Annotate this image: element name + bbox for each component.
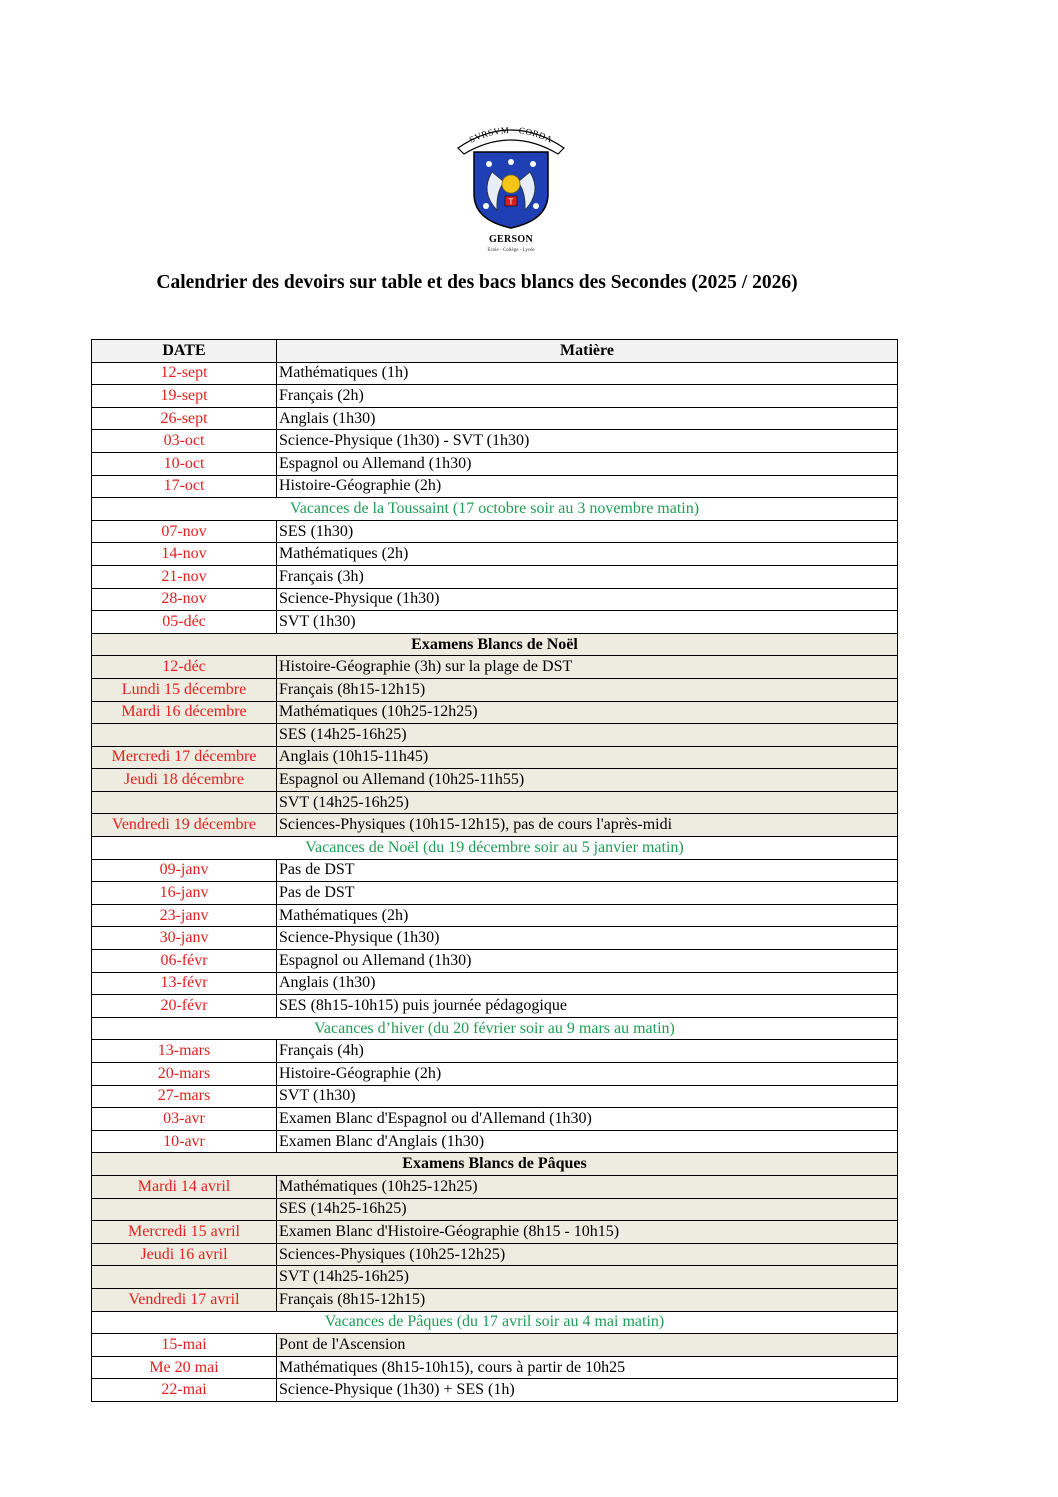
table-row — [92, 972, 898, 995]
date-cell: Jeudi 18 décembre — [92, 769, 277, 792]
table-row — [92, 1379, 898, 1402]
date-cell: Me 20 mai — [92, 1356, 277, 1379]
table-row — [92, 769, 898, 792]
date-cell: 03-oct — [92, 430, 277, 453]
table-row — [92, 1085, 898, 1108]
table-row — [92, 814, 898, 837]
subject-cell: Pont de l'Ascension — [277, 1334, 898, 1357]
table-row — [92, 1153, 898, 1176]
subject-cell: Science-Physique (1h30) - SVT (1h30) — [277, 430, 898, 453]
logo-levels: Ecole - Collège - Lycée — [487, 248, 535, 253]
subject-cell: SVT (14h25-16h25) — [277, 791, 898, 814]
table-row — [92, 701, 898, 724]
subject-cell: Histoire-Géographie (3h) sur la plage de DST — [277, 656, 898, 679]
table-row — [92, 1130, 898, 1153]
date-cell: 05-déc — [92, 611, 277, 634]
date-cell: Vendredi 17 avril — [92, 1288, 277, 1311]
table-row — [92, 927, 898, 950]
table-row — [92, 859, 898, 882]
table-row — [92, 498, 898, 521]
subject-cell: SVT (1h30) — [277, 611, 898, 634]
svg-text:T: T — [508, 197, 514, 207]
column-header-date: DATE — [92, 340, 277, 363]
calendar-table — [91, 339, 898, 1402]
subject-cell: Sciences-Physiques (10h25-12h25) — [277, 1243, 898, 1266]
date-cell: 28-nov — [92, 588, 277, 611]
date-cell: Jeudi 16 avril — [92, 1243, 277, 1266]
calendar-body — [92, 362, 898, 1401]
table-row — [92, 1356, 898, 1379]
date-cell: 17-oct — [92, 475, 277, 498]
date-cell — [92, 724, 277, 747]
table-row — [92, 724, 898, 747]
exam-section-heading: Examens Blancs de Noël — [92, 633, 898, 656]
table-row — [92, 385, 898, 408]
date-cell: 21-nov — [92, 565, 277, 588]
page-title: Calendrier des devoirs sur table et des bacs blancs des Secondes (2025 / 2026) — [156, 272, 798, 293]
subject-cell: Science-Physique (1h30) — [277, 588, 898, 611]
table-row — [92, 543, 898, 566]
subject-cell: SES (14h25-16h25) — [277, 724, 898, 747]
shield-icon — [452, 122, 570, 232]
date-cell: Mercredi 17 décembre — [92, 746, 277, 769]
subject-cell: SES (14h25-16h25) — [277, 1198, 898, 1221]
date-cell: 22-mai — [92, 1379, 277, 1402]
exam-section-heading: Examens Blancs de Pâques — [92, 1153, 898, 1176]
school-logo — [452, 122, 570, 260]
table-row — [92, 430, 898, 453]
table-row — [92, 1243, 898, 1266]
date-cell: 09-janv — [92, 859, 277, 882]
subject-cell: Mathématiques (8h15-10h15), cours à partir de 10h25 — [277, 1356, 898, 1379]
subject-cell: Mathématiques (1h) — [277, 362, 898, 385]
date-cell: 07-nov — [92, 520, 277, 543]
table-row — [92, 452, 898, 475]
subject-cell: Espagnol ou Allemand (1h30) — [277, 950, 898, 973]
subject-cell: Sciences-Physiques (10h15-12h15), pas de cours l'après-midi — [277, 814, 898, 837]
table-header-row — [92, 340, 898, 363]
date-cell: 16-janv — [92, 882, 277, 905]
date-cell: Mardi 14 avril — [92, 1175, 277, 1198]
table-row — [92, 746, 898, 769]
date-cell: 10-avr — [92, 1130, 277, 1153]
date-cell — [92, 1198, 277, 1221]
date-cell: 13-mars — [92, 1040, 277, 1063]
table-row — [92, 1311, 898, 1334]
subject-cell: Pas de DST — [277, 859, 898, 882]
date-cell: Lundi 15 décembre — [92, 678, 277, 701]
subject-cell: Anglais (1h30) — [277, 972, 898, 995]
subject-cell: Science-Physique (1h30) — [277, 927, 898, 950]
table-row — [92, 475, 898, 498]
subject-cell: Anglais (10h15-11h45) — [277, 746, 898, 769]
subject-cell: SVT (14h25-16h25) — [277, 1266, 898, 1289]
subject-cell: Histoire-Géographie (2h) — [277, 475, 898, 498]
subject-cell: Français (3h) — [277, 565, 898, 588]
date-cell: 20-févr — [92, 995, 277, 1018]
date-cell: 23-janv — [92, 904, 277, 927]
table-row — [92, 1288, 898, 1311]
subject-cell: Mathématiques (10h25-12h25) — [277, 701, 898, 724]
table-row — [92, 362, 898, 385]
table-row — [92, 1108, 898, 1131]
date-cell: Vendredi 19 décembre — [92, 814, 277, 837]
date-cell: 27-mars — [92, 1085, 277, 1108]
date-cell: 12-sept — [92, 362, 277, 385]
date-cell: 30-janv — [92, 927, 277, 950]
table-row — [92, 588, 898, 611]
table-row — [92, 1063, 898, 1086]
date-cell: 14-nov — [92, 543, 277, 566]
subject-cell: SVT (1h30) — [277, 1085, 898, 1108]
date-cell: 03-avr — [92, 1108, 277, 1131]
holiday-banner: Vacances de la Toussaint (17 octobre soir au 3 novembre matin) — [92, 498, 898, 521]
date-cell: 13-févr — [92, 972, 277, 995]
date-cell — [92, 791, 277, 814]
date-cell: Mardi 16 décembre — [92, 701, 277, 724]
table-row — [92, 882, 898, 905]
subject-cell: SES (1h30) — [277, 520, 898, 543]
table-row — [92, 1017, 898, 1040]
holiday-banner: Vacances de Noël (du 19 décembre soir au 5 janvier matin) — [92, 837, 898, 860]
subject-cell: Mathématiques (2h) — [277, 543, 898, 566]
table-row — [92, 837, 898, 860]
subject-cell: Français (2h) — [277, 385, 898, 408]
date-cell: 06-févr — [92, 950, 277, 973]
holiday-banner: Vacances de Pâques (du 17 avril soir au 4 mai matin) — [92, 1311, 898, 1334]
date-cell: 20-mars — [92, 1063, 277, 1086]
table-row — [92, 656, 898, 679]
subject-cell: Espagnol ou Allemand (10h25-11h55) — [277, 769, 898, 792]
table-row — [92, 1040, 898, 1063]
subject-cell: Français (4h) — [277, 1040, 898, 1063]
table-row — [92, 633, 898, 656]
table-row — [92, 678, 898, 701]
table-row — [92, 950, 898, 973]
table-row — [92, 1198, 898, 1221]
date-cell: 12-déc — [92, 656, 277, 679]
subject-cell: Français (8h15-12h15) — [277, 1288, 898, 1311]
subject-cell: Anglais (1h30) — [277, 407, 898, 430]
subject-cell: Science-Physique (1h30) + SES (1h) — [277, 1379, 898, 1402]
date-cell: 10-oct — [92, 452, 277, 475]
table-row — [92, 1175, 898, 1198]
subject-cell: Français (8h15-12h15) — [277, 678, 898, 701]
holiday-banner: Vacances d’hiver (du 20 février soir au 9 mars au matin) — [92, 1017, 898, 1040]
subject-cell: Espagnol ou Allemand (1h30) — [277, 452, 898, 475]
table-row — [92, 791, 898, 814]
subject-cell: Mathématiques (10h25-12h25) — [277, 1175, 898, 1198]
subject-cell: Histoire-Géographie (2h) — [277, 1063, 898, 1086]
date-cell: 26-sept — [92, 407, 277, 430]
logo-motto: SVRSVM · CORDA — [467, 124, 555, 145]
table-row — [92, 1221, 898, 1244]
table-row — [92, 520, 898, 543]
date-cell: 15-mai — [92, 1334, 277, 1357]
date-cell: 19-sept — [92, 385, 277, 408]
table-row — [92, 565, 898, 588]
table-row — [92, 407, 898, 430]
column-header-subject: Matière — [277, 340, 898, 363]
date-cell: Mercredi 15 avril — [92, 1221, 277, 1244]
subject-cell: Examen Blanc d'Anglais (1h30) — [277, 1130, 898, 1153]
subject-cell: Examen Blanc d'Histoire-Géographie (8h15 - 10h15) — [277, 1221, 898, 1244]
subject-cell: Examen Blanc d'Espagnol ou d'Allemand (1h30) — [277, 1108, 898, 1131]
subject-cell: Pas de DST — [277, 882, 898, 905]
table-row — [92, 1266, 898, 1289]
table-row — [92, 1334, 898, 1357]
date-cell — [92, 1266, 277, 1289]
table-row — [92, 611, 898, 634]
table-row — [92, 904, 898, 927]
subject-cell: SES (8h15-10h15) puis journée pédagogique — [277, 995, 898, 1018]
logo-school-name: GERSON — [488, 234, 534, 245]
subject-cell: Mathématiques (2h) — [277, 904, 898, 927]
table-row — [92, 995, 898, 1018]
